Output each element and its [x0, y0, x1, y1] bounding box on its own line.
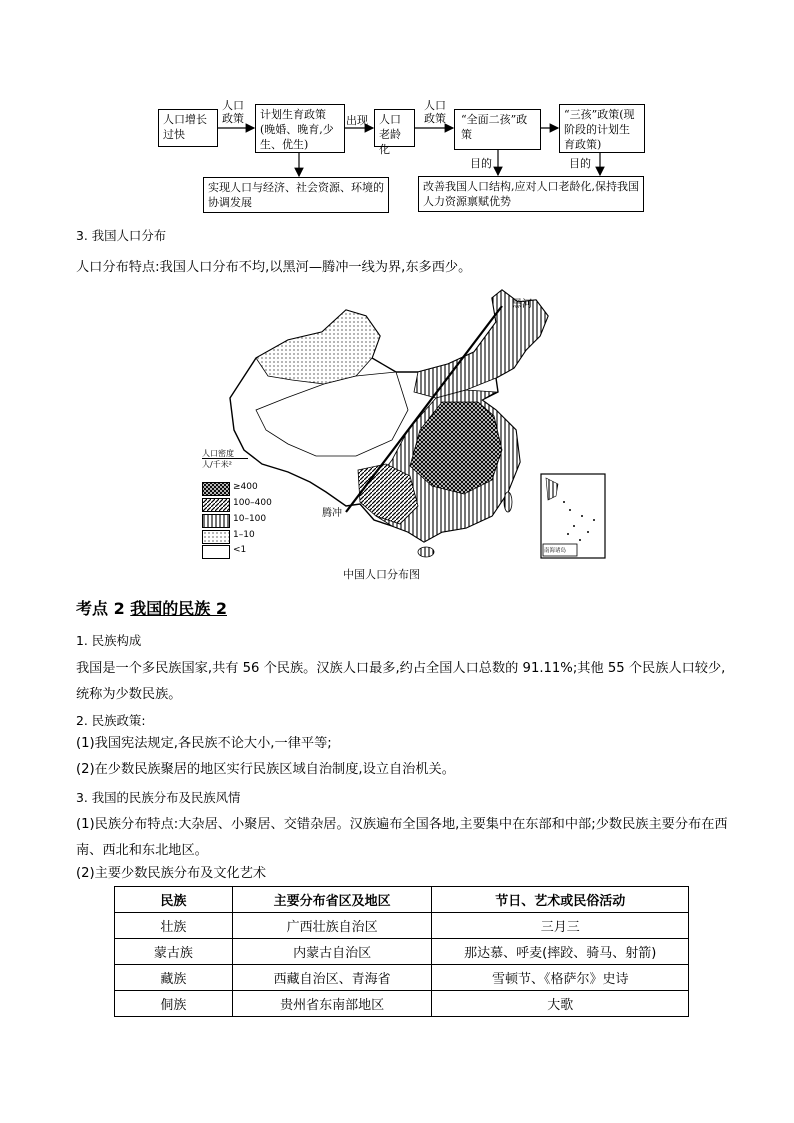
taiwan-island — [504, 492, 512, 512]
flow-box-two-child: “全面二孩”政策 — [454, 109, 541, 150]
s1-text: 我国是一个多民族国家,共有 56 个民族。汉族人口最多,约占全国人口总数的 91.11%;其他 55 个民族人口较少,统称为少数民族。 — [76, 661, 726, 702]
flow-box-aging: 人口老龄化 — [374, 109, 415, 147]
kaodian-2-heading — [76, 596, 227, 619]
s3-item-2: (2)主要少数民族分布及文化艺术 — [76, 866, 267, 881]
s2-title: 2. 民族政策: — [76, 713, 146, 728]
s3-title: 3. 我国的民族分布及民族风情 — [76, 790, 241, 805]
table-cell: 蒙古族 — [115, 939, 233, 965]
table-cell: 三月三 — [432, 913, 689, 939]
legend-item-4: 1–10 — [233, 530, 255, 540]
legend-unit: 人/千米² — [202, 458, 248, 470]
table-header: 主要分布省区及地区 — [232, 887, 432, 913]
label-tengchong: 腾冲 — [322, 508, 342, 519]
legend-swatch-100-400 — [202, 498, 230, 512]
table-cell: 西藏自治区、青海省 — [232, 965, 432, 991]
legend-title: 人口密度 — [202, 449, 234, 458]
legend-item-1: ≥400 — [233, 482, 258, 492]
s1-title: 1. 民族构成 — [76, 633, 142, 648]
flow-box-three-child: “三孩”政策(现阶段的计划生育政策) — [559, 104, 645, 153]
flow-label-appear: 出现 — [346, 114, 368, 127]
section-3-title: 3. 我国人口分布 — [76, 228, 167, 243]
flow-label-policy-1: 人口政策 — [222, 99, 244, 125]
label-heihe: 黑河 — [512, 299, 532, 310]
table-row — [115, 913, 689, 939]
s2-item-2: (2)在少数民族聚居的地区实行民族区域自治制度,设立自治机关。 — [76, 762, 455, 777]
inset-label: 南海诸岛 — [544, 548, 567, 554]
table-row — [115, 991, 689, 1017]
kaodian-2-prefix: 考点 2 — [76, 599, 131, 618]
table-cell: 那达慕、呼麦(摔跤、骑马、射箭) — [432, 939, 689, 965]
table-cell: 雪顿节、《格萨尔》史诗 — [432, 965, 689, 991]
distribution-feature: 人口分布特点:我国人口分布不均,以黑河—腾冲一线为界,东多西少。 — [76, 260, 472, 275]
table-row — [115, 965, 689, 991]
table-cell: 贵州省东南部地区 — [232, 991, 432, 1017]
flow-label-purpose-1: 目的 — [470, 157, 492, 170]
table-cell: 广西壮族自治区 — [232, 913, 432, 939]
s2-item-1: (1)我国宪法规定,各民族不论大小,一律平等; — [76, 736, 332, 751]
table-cell: 藏族 — [115, 965, 233, 991]
table-header-row — [115, 887, 689, 913]
legend-swatch-1-10 — [202, 530, 230, 544]
table-cell: 侗族 — [115, 991, 233, 1017]
legend-swatch-400-plus — [202, 482, 230, 496]
ethnic-groups-table — [114, 886, 689, 1017]
legend-item-3: 10–100 — [233, 514, 267, 524]
table-header: 节日、艺术或民俗活动 — [432, 887, 689, 913]
table-cell: 大歌 — [432, 991, 689, 1017]
s3-item-1: (1)民族分布特点:大杂居、小聚居、交错杂居。汉族遍布全国各地,主要集中在东部和中部;少数民族主要分布在西南、西北和东北地区。 — [76, 817, 728, 858]
legend-swatch-under-1 — [202, 545, 230, 559]
table-cell: 壮族 — [115, 913, 233, 939]
flow-box-family-planning: 计划生育政策(晚婚、晚育,少生、优生) — [255, 104, 345, 153]
flow-label-policy-2: 人口政策 — [424, 99, 446, 125]
table-header: 民族 — [115, 887, 233, 913]
kaodian-2-title: 我国的民族 2 — [130, 599, 227, 618]
table-cell: 内蒙古自治区 — [232, 939, 432, 965]
flow-box-result-1: 实现人口与经济、社会资源、环境的协调发展 — [203, 177, 389, 213]
flow-box-rapid-growth: 人口增长过快 — [158, 109, 218, 147]
legend-swatch-10-100 — [202, 514, 230, 528]
legend-item-2: 100–400 — [233, 498, 272, 508]
flow-label-purpose-2: 目的 — [569, 157, 591, 170]
table-row — [115, 939, 689, 965]
legend-item-5: <1 — [233, 545, 247, 555]
hainan-island — [418, 547, 434, 557]
map-caption: 中国人口分布图 — [343, 568, 420, 581]
flow-box-result-2: 改善我国人口结构,应对人口老龄化,保持我国人力资源禀赋优势 — [418, 176, 644, 212]
